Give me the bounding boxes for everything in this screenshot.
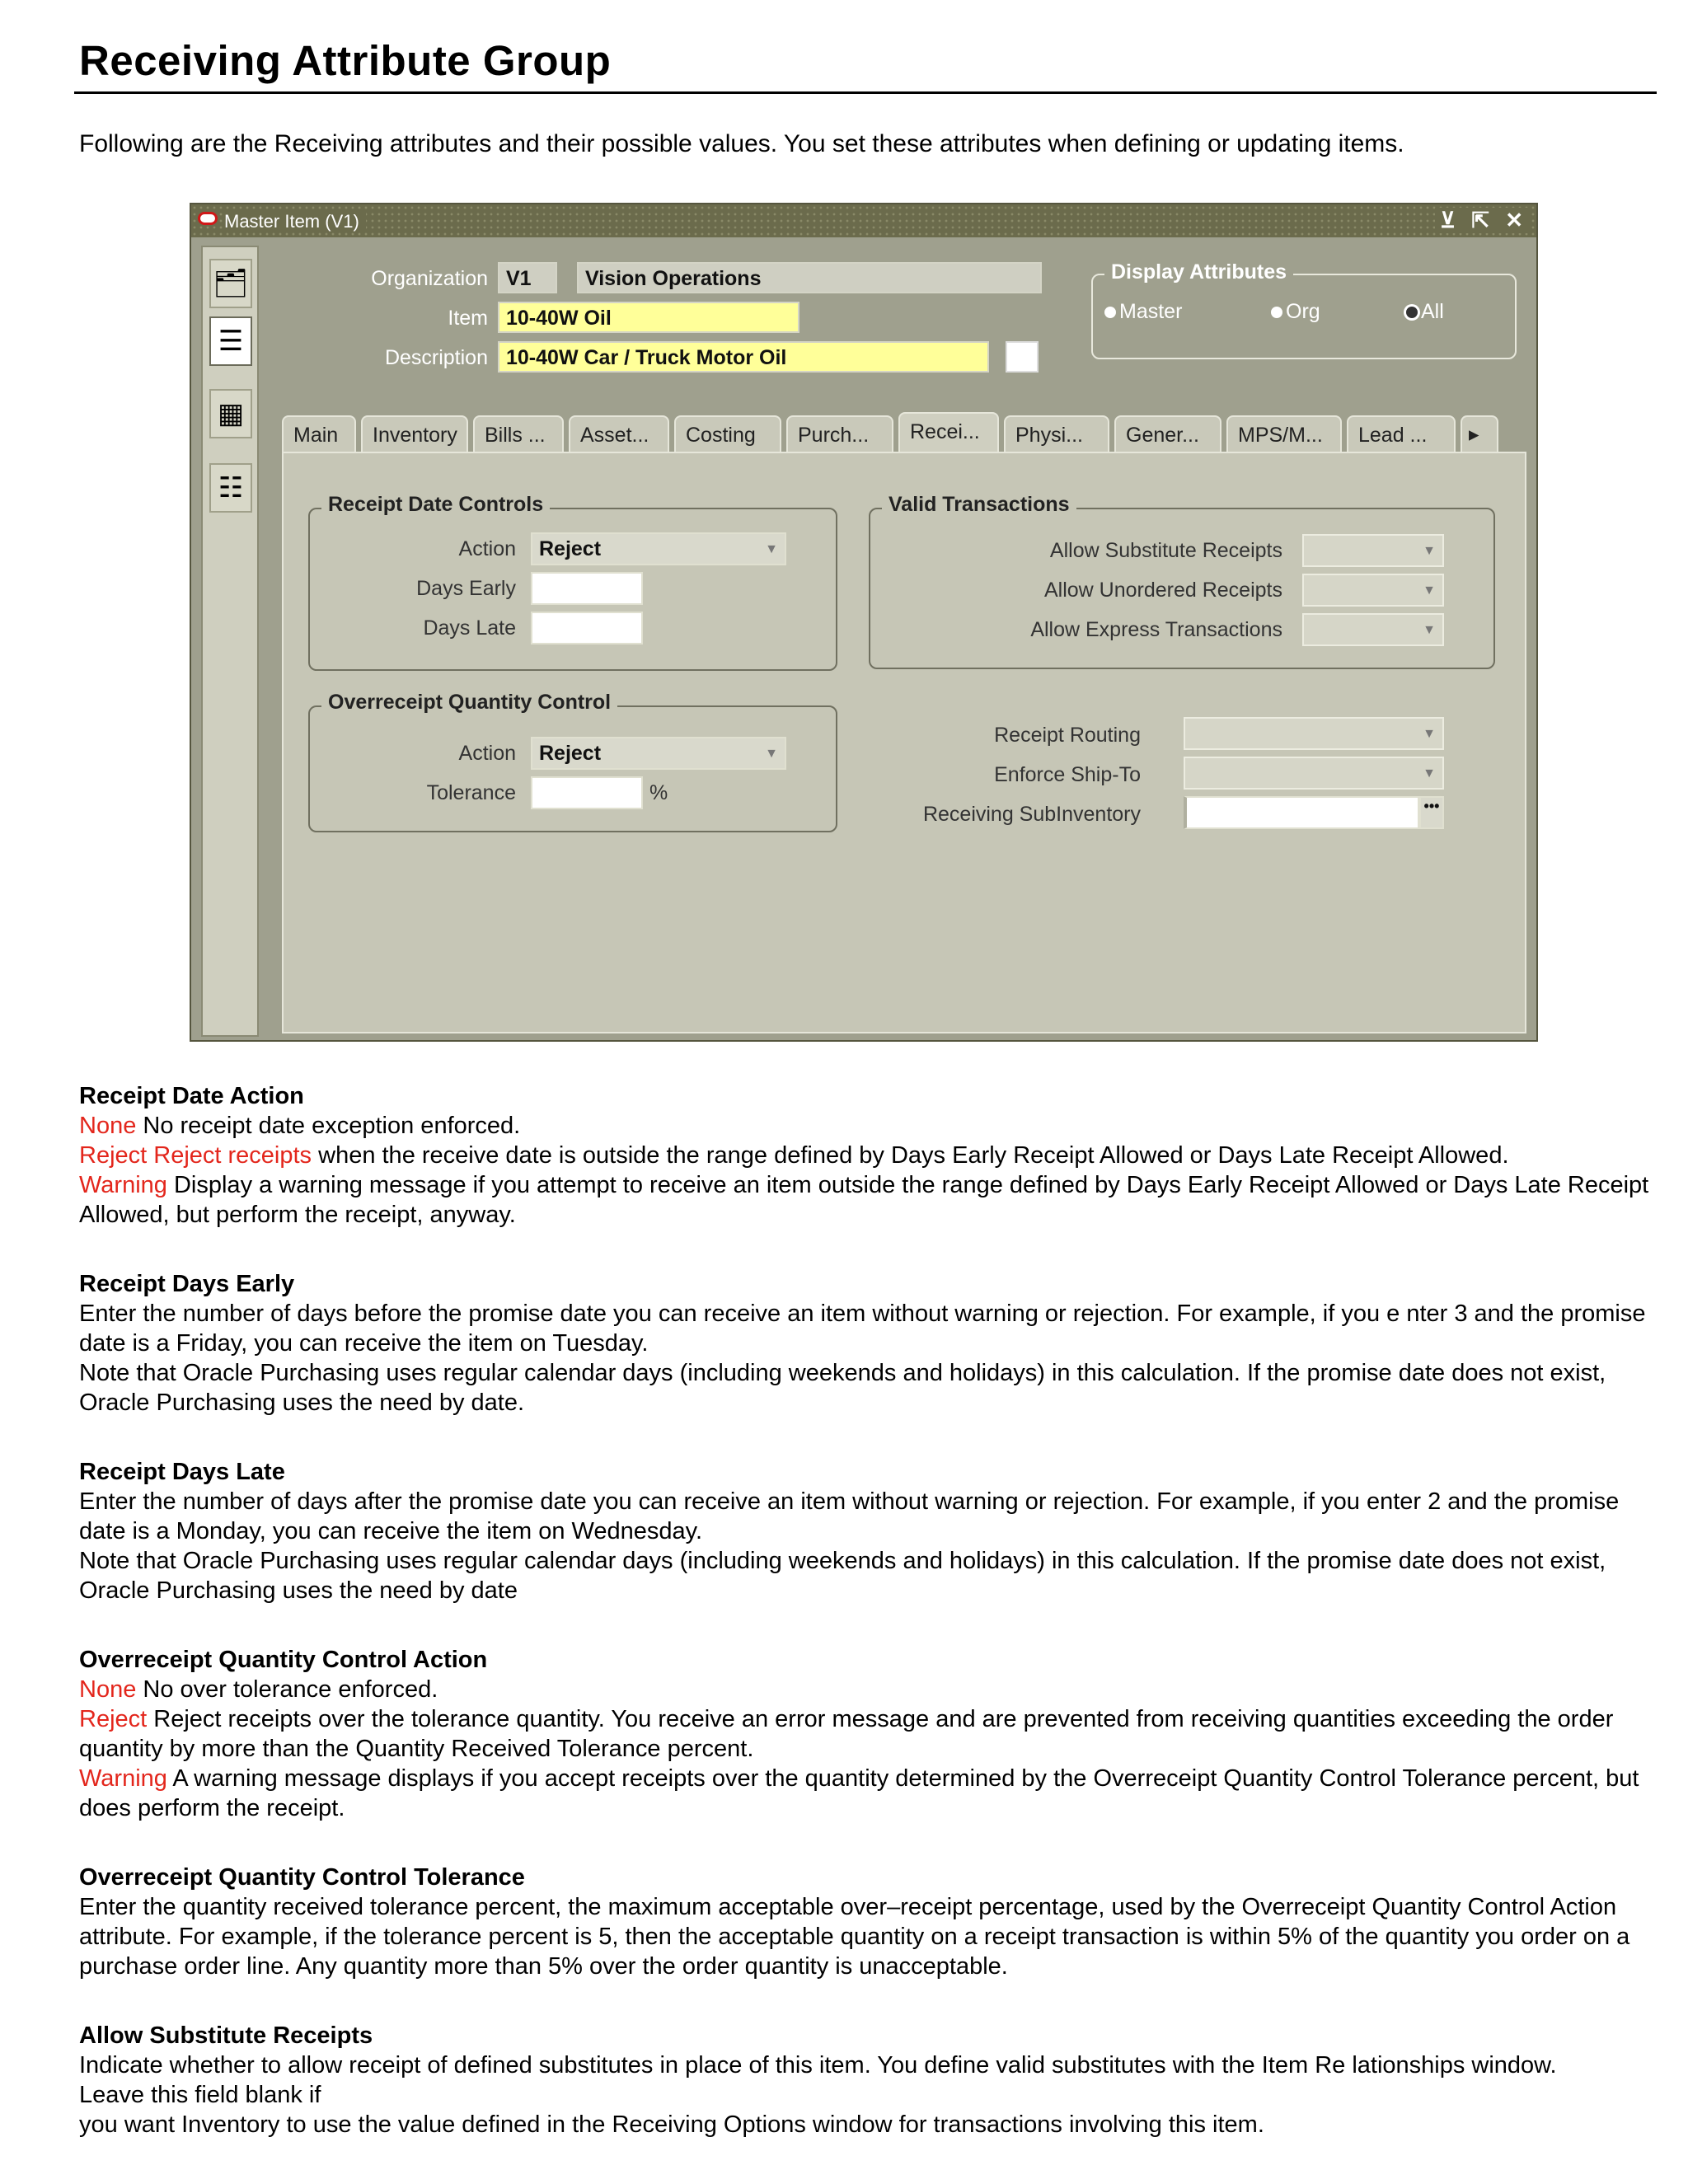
receiving-subinventory-input[interactable]	[1184, 796, 1419, 829]
oqct-p1: Enter the quantity received tolerance percent, the maximum acceptable over–receipt percentage, used by the Overreceipt Quantity Control Action attribute. For example, if the tolerance percent is 5, then the acceptable quantity on a receipt transaction is within 5% of the quantity you order on a purchase order line. Any quantity more than 5% over the order quantity is unacceptable.	[79, 1894, 1630, 1980]
tolerance-label: Tolerance	[426, 781, 516, 804]
days-early-input[interactable]	[531, 572, 643, 605]
tab-scroll-right-icon[interactable]: ▸	[1461, 415, 1498, 453]
oqca-warning	[79, 1764, 1653, 1823]
receiving-subinventory-label: Receiving SubInventory	[922, 803, 1141, 826]
tab-costing[interactable]: Costing	[674, 415, 781, 453]
receipt-routing-select[interactable]	[1184, 717, 1444, 750]
section-overreceipt-action	[79, 1645, 1653, 1823]
asr-p2: Leave this field blank if	[79, 2082, 321, 2108]
navigator-toolstrip	[201, 246, 259, 1037]
rdc-action-select[interactable]	[531, 532, 786, 565]
folder-icon[interactable]: 🗂	[209, 259, 252, 308]
chevron-down-icon: ▼	[765, 747, 778, 761]
tab-general[interactable]: Gener...	[1114, 415, 1221, 453]
display-attributes-legend: Display Attributes	[1104, 260, 1293, 284]
section-receipt-days-early	[79, 1269, 1653, 1418]
oqc-action-label: Action	[458, 742, 516, 765]
chevron-down-icon: ▼	[1423, 623, 1436, 637]
radio-org-icon	[1271, 307, 1282, 318]
receiving-tab-panel	[282, 452, 1526, 1033]
receipt-routing-label: Receipt Routing	[994, 724, 1141, 747]
radio-all[interactable]	[1406, 300, 1444, 324]
page-title: Receiving Attribute Group	[79, 37, 612, 84]
overreceipt-control-legend: Overreceipt Quantity Control	[321, 691, 617, 715]
section-receipt-date-action	[79, 1081, 1653, 1230]
allow-unordered-label: Allow Unordered Receipts	[1043, 579, 1282, 602]
rda-warning	[79, 1170, 1653, 1230]
rdc-action-value: Reject	[539, 537, 602, 560]
oqct-heading: Overreceipt Quantity Control Tolerance	[79, 1864, 525, 1891]
window-controls[interactable]: ⊻ ⇱ ✕	[1435, 208, 1528, 233]
section-allow-substitute	[79, 2021, 1653, 2139]
oqca-none-tag: None	[79, 1676, 137, 1703]
rda-reject-tag: Reject Reject receipts	[79, 1142, 312, 1169]
days-late-input[interactable]	[531, 612, 643, 644]
rde-heading: Receipt Days Early	[79, 1271, 295, 1297]
radio-master[interactable]	[1104, 300, 1182, 324]
oqca-warning-tag: Warning	[79, 1765, 167, 1792]
organization-code-field[interactable]: V1	[498, 262, 557, 293]
allow-express-label: Allow Express Transactions	[1030, 618, 1282, 641]
days-late-label: Days Late	[423, 616, 516, 640]
rda-reject	[79, 1141, 1653, 1170]
radio-master-label: Master	[1119, 300, 1183, 323]
rda-warning-text: Display a warning message if you attempt to receive an item outside the range defined by Days Early Receipt Allowed or Days Late Receipt Allowed, but perform the receipt, anyway.	[79, 1172, 1649, 1228]
rde-p2: Note that Oracle Purchasing uses regular calendar days (including weekends and holidays) in this calculation. If the promise date does not exist, Oracle Purchasing uses the need by date.	[79, 1360, 1606, 1416]
asr-p3: you want Inventory to use the value defined in the Receiving Options window for transactions involving this item.	[79, 2111, 1264, 2138]
radio-all-label: All	[1421, 300, 1444, 323]
display-attributes-group	[1091, 260, 1517, 359]
radio-master-icon	[1104, 307, 1116, 318]
chevron-down-icon: ▼	[1423, 727, 1436, 741]
rda-warning-tag: Warning	[79, 1172, 167, 1198]
list-icon[interactable]: ☰	[209, 316, 252, 366]
oqca-none	[79, 1675, 1653, 1704]
intro-paragraph: Following are the Receiving attributes and their possible values. You set these attributes when defining or updating items.	[79, 130, 1404, 157]
radio-all-icon	[1406, 307, 1418, 318]
tab-purchasing[interactable]: Purch...	[786, 415, 893, 453]
tab-physical[interactable]: Physi...	[1004, 415, 1109, 453]
receipt-date-controls-group	[308, 493, 837, 671]
rda-reject-text: when the receive date is outside the range defined by Days Early Receipt Allowed or Days Late Receipt Allowed.	[312, 1142, 1509, 1169]
tab-main[interactable]: Main	[282, 415, 356, 453]
enforce-ship-to-select[interactable]	[1184, 757, 1444, 790]
chevron-down-icon: ▼	[1423, 544, 1436, 558]
description-field[interactable]: 10-40W Car / Truck Motor Oil	[498, 341, 989, 373]
oqca-reject-tag: Reject	[79, 1706, 148, 1732]
rdc-action-label: Action	[458, 537, 516, 560]
section-receipt-days-late	[79, 1457, 1653, 1605]
rda-none-tag: None	[79, 1113, 137, 1139]
oqca-none-text: No over tolerance enforced.	[136, 1676, 438, 1703]
allow-substitute-select[interactable]	[1302, 534, 1444, 567]
organization-name-field[interactable]: Vision Operations	[577, 262, 1042, 293]
radio-org-label: Org	[1286, 300, 1320, 323]
lov-ellipsis-icon[interactable]: •••	[1419, 796, 1444, 829]
chevron-down-icon: ▼	[1423, 766, 1436, 780]
tab-bills[interactable]: Bills ...	[473, 415, 564, 453]
window-title: Master Item (V1)	[224, 211, 366, 232]
allow-express-select[interactable]	[1302, 613, 1444, 646]
rde-p1: Enter the number of days before the promise date you can receive an item without warning or rejection. For example, if you e nter 3 and the promise date is a Friday, you can receive the item on Tuesday.	[79, 1301, 1646, 1357]
receipt-date-controls-legend: Receipt Date Controls	[321, 493, 550, 517]
section-overreceipt-tolerance	[79, 1863, 1653, 1981]
flexfield-button[interactable]	[1006, 341, 1039, 373]
oqca-reject	[79, 1704, 1653, 1764]
oqca-reject-text: Reject receipts over the tolerance quantity. You receive an error message and are prevented from receiving quantities exceeding the order quantity by more than the Quantity Received Tolerance percent.	[79, 1706, 1614, 1762]
oracle-logo-icon	[198, 212, 218, 225]
rdl-heading: Receipt Days Late	[79, 1459, 285, 1485]
item-field[interactable]: 10-40W Oil	[498, 302, 799, 333]
allow-unordered-select[interactable]	[1302, 574, 1444, 607]
enforce-ship-to-label: Enforce Ship-To	[994, 763, 1141, 786]
tab-receiving[interactable]: Recei...	[898, 412, 999, 455]
days-early-label: Days Early	[416, 577, 516, 600]
tab-inventory[interactable]: Inventory	[361, 415, 468, 453]
oqc-action-value: Reject	[539, 742, 602, 765]
title-rule	[74, 91, 1657, 94]
rda-none	[79, 1111, 1653, 1141]
master-item-window	[190, 203, 1538, 1042]
oqca-warning-text: A warning message displays if you accept receipts over the quantity determined by the Overreceipt Quantity Control Tolerance percent, but does perform the receipt.	[79, 1765, 1639, 1821]
rdl-p1: Enter the number of days after the promise date you can receive an item without warning or rejection. For example, if you enter 2 and the promise date is a Monday, you can receive the item on Wednesday.	[79, 1488, 1620, 1544]
item-label: Item	[448, 307, 488, 330]
rda-none-text: No receipt date exception enforced.	[136, 1113, 521, 1139]
radio-org[interactable]	[1271, 300, 1320, 324]
window-title-bar	[191, 204, 1536, 237]
tab-mps[interactable]: MPS/M...	[1226, 415, 1342, 453]
tolerance-percent: %	[649, 781, 668, 804]
rda-heading: Receipt Date Action	[79, 1083, 304, 1109]
rdl-p2: Note that Oracle Purchasing uses regular calendar days (including weekends and holidays) in this calculation. If the promise date does not exist, Oracle Purchasing uses the need by date	[79, 1548, 1606, 1604]
item-cube-icon[interactable]: ▦	[209, 389, 252, 438]
organization-label: Organization	[371, 267, 488, 290]
valid-transactions-legend: Valid Transactions	[882, 493, 1076, 517]
chevron-down-icon: ▼	[765, 542, 778, 556]
chevron-down-icon: ▼	[1423, 583, 1436, 598]
valid-transactions-group	[869, 493, 1495, 669]
asr-heading: Allow Substitute Receipts	[79, 2022, 373, 2049]
tab-lead[interactable]: Lead ...	[1347, 415, 1456, 453]
description-label: Description	[384, 346, 488, 369]
item-list-icon[interactable]: ☷	[209, 463, 252, 513]
tab-asset[interactable]: Asset...	[569, 415, 669, 453]
allow-substitute-label: Allow Substitute Receipts	[1049, 539, 1282, 562]
oqca-heading: Overreceipt Quantity Control Action	[79, 1647, 488, 1673]
asr-p1: Indicate whether to allow receipt of defined substitutes in place of this item. You define valid substitutes with the Item Re lationships window.	[79, 2052, 1557, 2079]
